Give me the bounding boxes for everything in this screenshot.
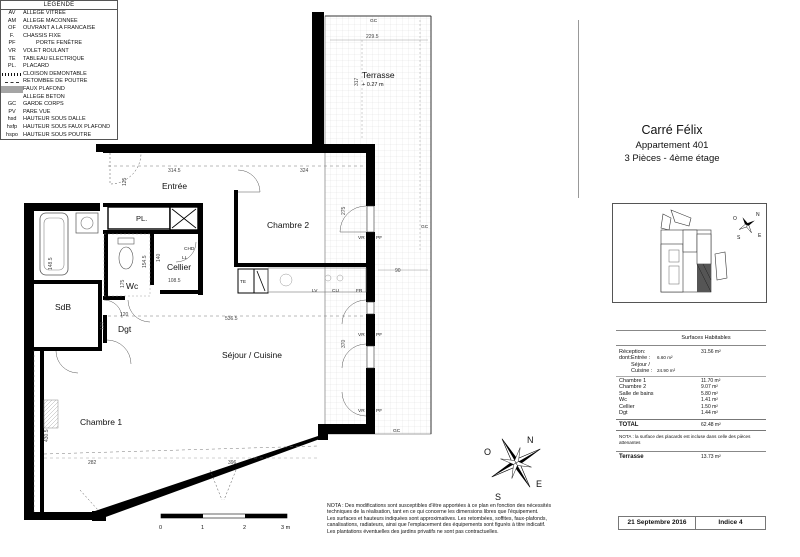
gc-label-right: GC — [421, 225, 429, 230]
surface-value: 1.41 m² — [701, 397, 718, 404]
vr-label-3: VR — [358, 409, 365, 414]
plan-date: 21 Septembre 2016 — [619, 517, 696, 529]
dim-324: 324 — [300, 168, 309, 174]
reception-label: Réception: — [619, 349, 646, 355]
title-block — [578, 20, 765, 198]
key-plan-compass-e: E — [758, 233, 762, 239]
surfaces-header: Surfaces Habitables — [616, 330, 766, 346]
dim-175: 175 — [120, 279, 126, 288]
reception-value: 31.56 m² — [701, 349, 721, 355]
compass-e: E — [536, 479, 543, 489]
legend-label: PLACARD — [23, 63, 49, 70]
legend-label: ALLEGE MACONNEE — [23, 17, 78, 24]
room-label-terrasse: Terrasse — [362, 70, 395, 80]
vr-label-2: VR — [358, 333, 365, 338]
compass-n: N — [527, 435, 534, 445]
surface-room: Chambre 2 — [619, 384, 647, 391]
surface-room: Chambre 1 — [619, 378, 647, 385]
key-plan-compass-o: O — [733, 216, 737, 222]
cu-label: CU — [332, 289, 339, 294]
legend-code: GC — [7, 101, 17, 108]
apartment-title: Appartement 401 — [635, 140, 709, 151]
reception-breakdown — [616, 355, 766, 374]
dim-396: 396 — [228, 460, 237, 466]
surface-value: 1.50 m² — [701, 403, 718, 410]
surfaces-note: NOTA : la surface des placards est incluse dans celle des pièces attenantes — [619, 434, 751, 446]
sejour-sub-label: Séjour / — [631, 361, 650, 368]
terrasse-level: + 0.27 m — [362, 82, 384, 88]
key-plan-drawing — [613, 204, 766, 302]
scale-tick-1: 1 — [201, 525, 205, 531]
legend-label: PARE VUE — [23, 108, 51, 115]
lv-label: LV — [312, 289, 318, 294]
gc-label-bottom: GC — [393, 429, 401, 434]
surfaces-table — [616, 330, 766, 462]
compass-o: O — [484, 447, 492, 457]
date-index-box — [618, 516, 766, 530]
surface-total — [616, 419, 766, 431]
legend-code: OF — [8, 25, 16, 32]
pf-label-2: PF — [376, 333, 383, 338]
legend-code: AM — [7, 17, 17, 24]
project-title: Carré Félix — [641, 123, 703, 137]
dim-120a: 120 — [120, 312, 129, 318]
disclaimer-line: techniques de la réalisation, tant en ce qui concerne les dimensions libres que l'équipement. — [327, 509, 539, 516]
entree-sub-label: Entrée : — [631, 355, 651, 362]
dim-275: 275 — [341, 206, 347, 215]
surface-value: 11.70 m² — [701, 378, 721, 385]
room-label-pl: PL. — [136, 214, 148, 223]
surface-room: Dgt — [619, 410, 628, 417]
legend-code: hsfp — [6, 123, 18, 130]
pf-label-3: PF — [376, 409, 383, 414]
disclaimer-line: NOTA : Des modifications sont susceptibles d'être apportées à ce plan en fonction des nécessités — [327, 503, 552, 509]
surface-value: 9.07 m² — [701, 384, 718, 391]
legend-label: TABLEAU ELECTRIQUE — [23, 55, 85, 62]
cuisine-sub-label: Cuisine : — [631, 367, 653, 374]
plan-index: Indice 4 — [718, 519, 743, 526]
surface-room: Wc — [619, 397, 627, 404]
sejour-sub-value: 24.90 m² — [657, 367, 676, 373]
terrasse-label: Terrasse — [619, 453, 644, 460]
legend-label: FAUX PLAFOND — [23, 85, 65, 92]
room-label-chambre1: Chambre 1 — [80, 417, 123, 427]
legend-label: HAUTEUR SOUS DALLE — [23, 116, 86, 123]
surface-room: Cellier — [619, 403, 635, 410]
legend-code: TE — [8, 55, 16, 62]
legend-label: ALLEGE BETON — [23, 93, 65, 100]
surface-row — [616, 410, 766, 416]
dim-536: 536.5 — [225, 316, 238, 322]
legend-label: ALLEGE VITREE — [23, 10, 66, 16]
room-label-dgt: Dgt — [118, 324, 132, 334]
legend-code: hsd — [7, 116, 17, 123]
legend-label: CLOISON DEMONTABLE — [23, 70, 87, 77]
dont-label: dont: — [619, 355, 632, 362]
gc-label-top: GC — [370, 19, 378, 24]
dim-148: 148.5 — [48, 257, 54, 270]
dim-370: 370 — [341, 339, 347, 348]
legend-label: HAUTEUR SOUS POUTRE — [23, 131, 92, 138]
terrasse-value: 13.73 m² — [701, 453, 721, 460]
dim-125: 125 — [122, 177, 128, 186]
dim-430: 430.5 — [44, 429, 50, 442]
surface-value: 5.80 m² — [701, 390, 718, 397]
disclaimer-line: canalisations, radiateurs, ainsi que l'emplacement des équipements sont figurés à titre indicatif. — [327, 522, 546, 529]
scale-tick-2: 2 — [243, 525, 247, 531]
legend-label: CHASSIS FIXE — [23, 32, 61, 39]
dim-229: 229.5 — [366, 34, 379, 40]
scale-tick-0: 0 — [159, 525, 163, 531]
dim-314: 314.5 — [168, 168, 181, 174]
legend-code: hspo — [6, 131, 18, 138]
scale-bar — [159, 514, 291, 531]
room-label-entree: Entrée — [162, 181, 188, 191]
legend-label: GARDE CORPS — [23, 101, 64, 108]
legend-code: PV — [8, 108, 16, 115]
disclaimer-note — [327, 503, 632, 535]
key-plan-compass-s: S — [737, 235, 741, 241]
room-label-cellier: Cellier — [167, 262, 192, 272]
compass-s: S — [495, 492, 502, 502]
dim-120b: 120 — [100, 321, 106, 330]
room-label-wc: Wc — [126, 281, 139, 291]
disclaimer-line: Les surfaces et hauteurs indiquées sont approximatives. Les retombées, soffites, faux-plafonds, — [327, 515, 547, 522]
door-swings — [56, 153, 366, 510]
room-label-sdb: SdB — [55, 302, 72, 312]
key-plan — [612, 203, 767, 303]
total-label: TOTAL — [619, 422, 639, 429]
te-label: TE — [240, 280, 247, 285]
dim-140: 140 — [156, 253, 162, 262]
legend-title: LEGENDE — [1, 1, 117, 10]
surface-terrasse — [616, 451, 766, 462]
disclaimer-line: Les plantations éventuelles des jardins privatifs ne sont pas contractuelles. — [327, 528, 499, 535]
legend-code: PL. — [7, 63, 17, 70]
room-label-chambre2: Chambre 2 — [267, 220, 310, 230]
interior-walls — [34, 190, 368, 512]
dim-154: 154.5 — [142, 255, 148, 268]
key-plan-compass-n: N — [756, 212, 760, 218]
vr-label-1: VR — [358, 236, 365, 241]
dim-282: 282 — [88, 460, 97, 466]
legend-code: PF — [8, 40, 16, 47]
legend-label: RETOMBEE DE POUTRE — [23, 78, 88, 85]
ll-label: LL — [182, 256, 188, 261]
room-label-sejour: Séjour / Cuisine — [222, 350, 283, 360]
pf-label-1: PF — [376, 236, 383, 241]
legend-label: HAUTEUR SOUS FAUX PLAFOND — [23, 123, 111, 130]
rooms-floor: 3 Pièces - 4ème étage — [624, 153, 720, 164]
scale-tick-3: 3 m — [281, 525, 291, 531]
fr-label: FR — [356, 289, 363, 294]
dim-317: 317 — [354, 77, 360, 86]
compass-rose — [478, 425, 554, 501]
surface-rows — [616, 376, 766, 416]
legend-label: PORTE FENÊTRE — [35, 40, 83, 47]
entree-sub-value: 6.60 m² — [657, 355, 673, 361]
surface-room: Salle de bains — [619, 390, 654, 397]
legend-code: F. — [9, 32, 15, 39]
surface-value: 1.44 m² — [701, 410, 718, 417]
dim-90: 90 — [395, 268, 401, 274]
chd-label: CHD — [184, 247, 195, 252]
legend-code: VR — [8, 47, 16, 54]
legend-label: VOLET ROULANT — [23, 47, 69, 54]
legend-code: AV — [8, 10, 16, 16]
total-value: 62.48 m² — [701, 422, 721, 429]
legend-label: OUVRANT A LA FRANCAISE — [23, 25, 96, 32]
dim-108: 108.5 — [168, 278, 181, 284]
